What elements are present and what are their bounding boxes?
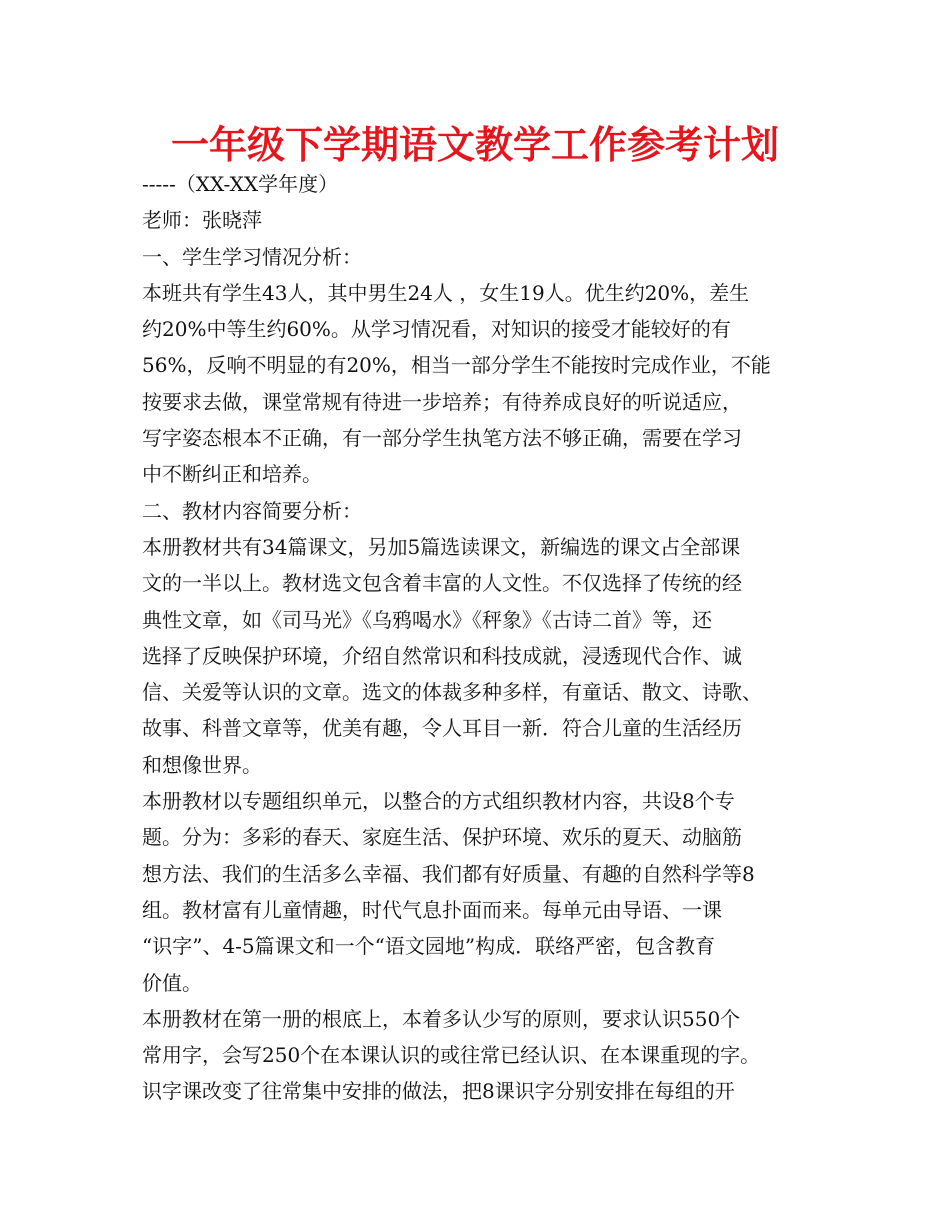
text-line: “识字”、4-5篇课文和一个“语文园地”构成．联络严密，包含教育 [142, 934, 716, 959]
text-line: 本班共有学生43人，其中男生24人 ，女生19人。优生约20%，差生 [142, 280, 750, 305]
text-line: 本册教材以专题组织单元，以整合的方式组织教材内容，共设8个专 [142, 789, 735, 814]
document-body [142, 166, 818, 1110]
text-line: 和想像世界。 [142, 752, 262, 777]
text-line: 想方法、我们的生活多么幸福、我们都有好质量、有趣的自然科学等8 [142, 861, 755, 886]
text-line: 价值。 [142, 970, 202, 995]
text-line: 中不断纠正和培养。 [142, 462, 322, 487]
text-line: -----（XX-XX学年度） [142, 172, 339, 196]
text-line: 本册教材在第一册的根底上，本着多认少写的原则，要求认识550个 [142, 1006, 741, 1031]
text-line: 典性文章，如《司马光》《乌鸦喝水》《秤象》《古诗二首》等，还 [142, 607, 712, 632]
text-line: 文的一半以上。教材选文包含着丰富的人文性。不仅选择了传统的经 [142, 571, 742, 596]
text-line: 故事、科普文章等，优美有趣，令人耳目一新．符合儿童的生活经历 [142, 716, 742, 741]
text-line: 本册教材共有34篇课文，另加5篇选读课文，新编选的课文占全部课 [142, 534, 741, 559]
text-line: 组。教材富有儿童情趣，时代气息扑面而来。每单元由导语、一课 [142, 897, 722, 922]
text-line: 识字课改变了往常集中安排的做法，把8课识字分别安排在每组的开 [142, 1079, 735, 1104]
text-line: 二、教材内容简要分析： [142, 498, 362, 523]
document-title: 一年级下学期语文教学工作参考计划 [170, 123, 779, 167]
text-line: 一、学生学习情况分析： [142, 244, 362, 269]
text-line: 写字姿态根本不正确，有一部分学生执笔方法不够正确，需要在学习 [142, 426, 742, 451]
text-line: 老师：张晓萍 [142, 208, 262, 233]
text-line: 信、关爱等认识的文章。选文的体裁多种多样，有童话、散文、诗歌、 [142, 680, 762, 705]
text-line: 按要求去做，课堂常规有待进一步培养；有待养成良好的听说适应， [142, 389, 742, 414]
text-line: 56%，反响不明显的有20%，相当一部分学生不能按时完成作业，不能 [142, 353, 771, 378]
text-line: 选择了反映保护环境，介绍自然常识和科技成就，浸透现代合作、诚 [142, 643, 742, 668]
text-line: 常用字，会写250个在本课认识的或往常已经认识、在本课重现的字。 [142, 1043, 761, 1068]
text-line: 约20%中等生约60%。从学习情况看，对知识的接受才能较好的有 [142, 317, 731, 342]
text-line: 题。分为：多彩的春天、家庭生活、保护环境、欢乐的夏天、动脑筋 [142, 825, 742, 850]
